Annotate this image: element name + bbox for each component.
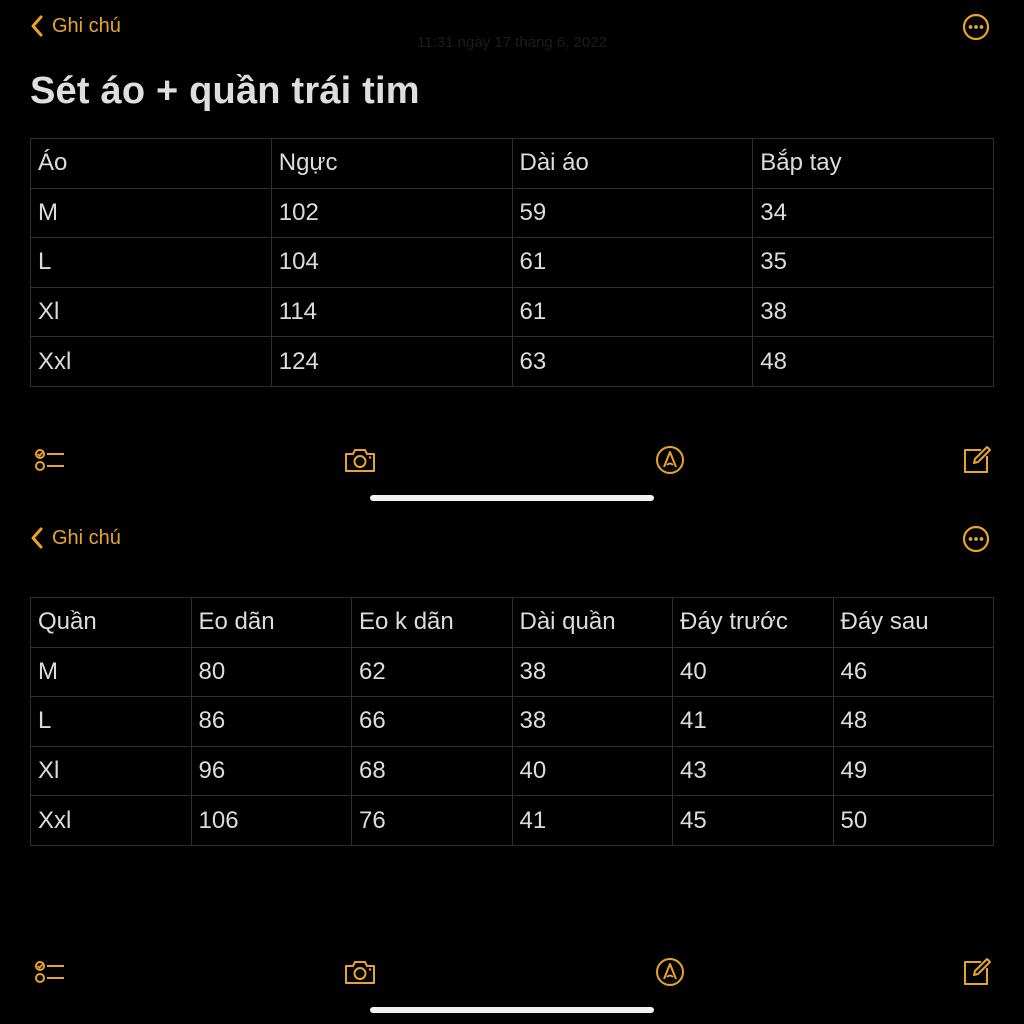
table-cell[interactable]: Xxl [31,796,192,846]
table-cell[interactable]: 63 [512,337,753,387]
table-cell[interactable]: 86 [191,697,352,747]
table-cell[interactable]: 76 [352,796,513,846]
table-cell[interactable]: 45 [673,796,834,846]
table-cell[interactable]: 62 [352,647,513,697]
bottom-note-screen [0,512,1024,1024]
table-cell[interactable]: Đáy trước [673,598,834,648]
table-cell[interactable]: 38 [512,697,673,747]
home-indicator[interactable] [370,495,654,501]
table-row [31,337,994,387]
table-cell[interactable]: Đáy sau [833,598,994,648]
table-cell[interactable]: Áo [31,139,272,189]
table-cell[interactable]: 114 [271,287,512,337]
table-cell[interactable]: 34 [753,188,994,238]
table-cell[interactable]: 68 [352,746,513,796]
markup-icon[interactable] [654,956,686,988]
table-cell[interactable]: Eo dãn [191,598,352,648]
table-cell[interactable]: 80 [191,647,352,697]
more-options-icon[interactable] [962,13,990,41]
table-row [31,796,994,846]
table-cell[interactable]: 61 [512,238,753,288]
table-row [31,647,994,697]
home-indicator[interactable] [370,1007,654,1013]
table-cell[interactable]: 61 [512,287,753,337]
table-row [31,697,994,747]
table-cell[interactable]: M [31,647,192,697]
table-cell[interactable]: 40 [512,746,673,796]
table-cell[interactable]: 49 [833,746,994,796]
table-cell[interactable]: 41 [512,796,673,846]
table-cell[interactable]: 124 [271,337,512,387]
more-options-icon[interactable] [962,525,990,553]
table-row [31,287,994,337]
table-cell[interactable]: 38 [753,287,994,337]
camera-icon[interactable] [344,444,376,476]
table-cell[interactable]: Dài áo [512,139,753,189]
table-cell[interactable]: 59 [512,188,753,238]
table-row [31,139,994,189]
checklist-icon[interactable] [34,444,66,476]
pants-size-table [30,597,994,846]
table-cell[interactable]: 104 [271,238,512,288]
back-button[interactable] [30,526,121,550]
table-cell[interactable]: 48 [833,697,994,747]
table-cell[interactable]: 96 [191,746,352,796]
compose-icon[interactable] [961,956,993,988]
shirt-size-table [30,138,994,387]
table-row [31,598,994,648]
table-row [31,746,994,796]
back-label: Ghi chú [52,14,121,37]
compose-icon[interactable] [961,444,993,476]
checklist-icon[interactable] [34,956,66,988]
table-cell[interactable]: Dài quần [512,598,673,648]
table-row [31,238,994,288]
camera-icon[interactable] [344,956,376,988]
table-cell[interactable]: Bắp tay [753,139,994,189]
note-title: Sét áo + quần trái tim [30,70,420,112]
table-cell[interactable]: 106 [191,796,352,846]
table-cell[interactable]: 50 [833,796,994,846]
table-cell[interactable]: Ngực [271,139,512,189]
table-cell[interactable]: 48 [753,337,994,387]
markup-icon[interactable] [654,444,686,476]
table-cell[interactable]: 38 [512,647,673,697]
table-cell[interactable]: 35 [753,238,994,288]
table-cell[interactable]: 40 [673,647,834,697]
table-cell[interactable]: 102 [271,188,512,238]
table-cell[interactable]: 46 [833,647,994,697]
note-timestamp: 11:31 ngày 17 tháng 6, 2022 [417,34,607,51]
table-cell[interactable]: 66 [352,697,513,747]
table-cell[interactable]: Quần [31,598,192,648]
table-cell[interactable]: Xl [31,746,192,796]
table-cell[interactable]: Xl [31,287,272,337]
table-cell[interactable]: 43 [673,746,834,796]
table-cell[interactable]: Xxl [31,337,272,387]
table-row [31,188,994,238]
chevron-left-icon [30,526,44,550]
table-cell[interactable]: L [31,697,192,747]
table-cell[interactable]: M [31,188,272,238]
back-label: Ghi chú [52,526,121,549]
table-cell[interactable]: L [31,238,272,288]
table-cell[interactable]: 41 [673,697,834,747]
table-cell[interactable]: Eo k dãn [352,598,513,648]
